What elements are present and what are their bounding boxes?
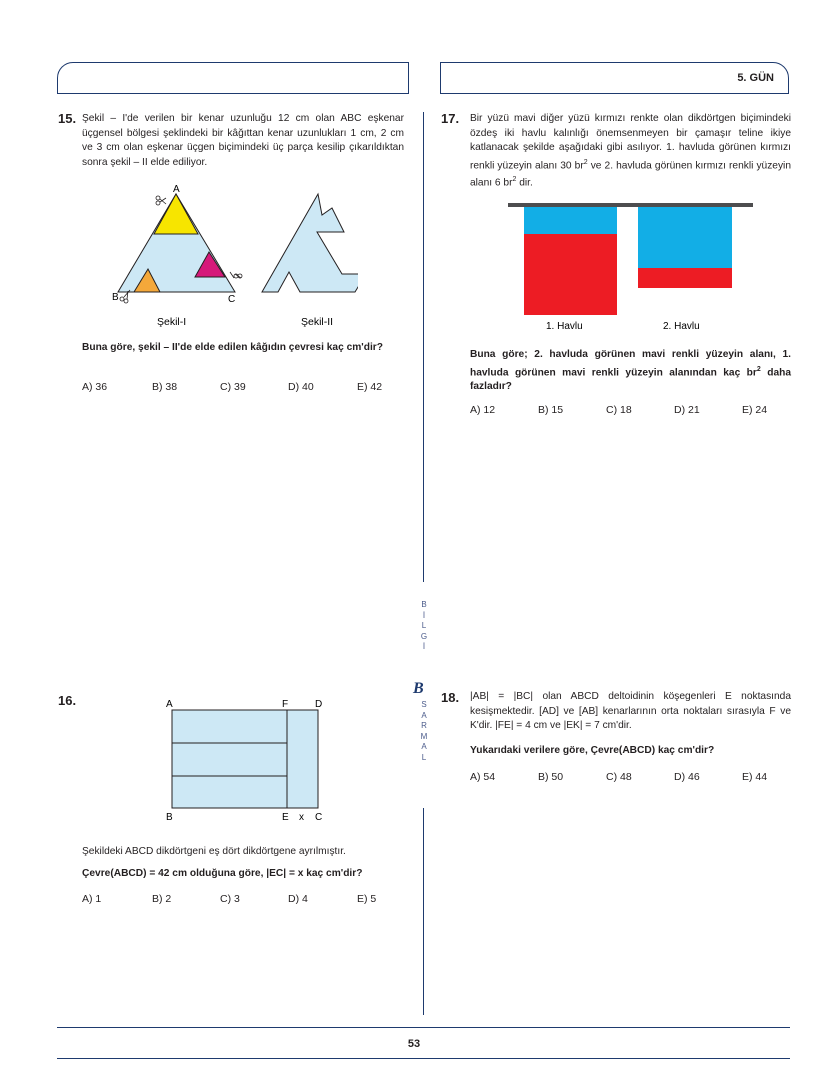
- label-e: E: [282, 812, 289, 823]
- q16-number: 16.: [58, 693, 77, 708]
- q18-question: Yukarıdaki verilere göre, Çevre(ABCD) kaç cm'dir?: [470, 745, 715, 756]
- q15-question: Buna göre, şekil – II'de elde edilen kâğıdın çevresi kaç cm'dir?: [82, 342, 383, 353]
- q15-option-a[interactable]: A) 36: [82, 381, 108, 393]
- q16-text: Şekildeki ABCD dikdörtgeni eş dört dikdörtgene ayrılmıştır.: [82, 846, 346, 857]
- q16-figure: [160, 696, 335, 826]
- q16-option-a[interactable]: A) 1: [82, 893, 102, 905]
- label-x: x: [299, 812, 304, 823]
- label-a: A: [173, 184, 180, 195]
- q15-text: Şekil – I'de verilen bir kenar uzunluğu 12 cm olan ABC eşkenar üçgensel bölgesi şeklindeki bir kâğıttan kenar uzunlukları 1 cm, 2 cm ve 3 cm olan eşkenar üçgen biçimindeki üç parça kesilip çıkarıldıktan sonra şekil – II elde ediliyor.: [82, 113, 404, 168]
- q15-option-e[interactable]: E) 42: [357, 381, 383, 393]
- column-divider-top: [423, 112, 424, 582]
- label-b: B: [166, 812, 173, 823]
- sidebar-brand-text: B İ L G İ: [420, 600, 428, 651]
- q16-option-b[interactable]: B) 2: [152, 893, 172, 905]
- q15-figure: [108, 182, 358, 330]
- towel2-blue: [638, 206, 732, 268]
- column-divider-bottom: [423, 808, 424, 1015]
- brand-logo: B: [413, 680, 424, 697]
- label-d: D: [315, 699, 323, 710]
- q17-options: [470, 404, 791, 418]
- q15-option-b[interactable]: B) 38: [152, 381, 178, 393]
- q18-option-a[interactable]: A) 54: [470, 771, 496, 783]
- label-c: C: [315, 812, 323, 823]
- clothesline: [508, 203, 753, 207]
- towel1-label: 1. Havlu: [546, 321, 583, 332]
- q17-option-e[interactable]: E) 24: [742, 404, 768, 416]
- day-label: 5. GÜN: [737, 72, 774, 84]
- q15-options: [82, 381, 404, 395]
- label-f: F: [282, 699, 289, 710]
- label-c: C: [228, 294, 236, 305]
- q17-text: Bir yüzü mavi diğer yüzü kırmızı renkte olan dikdörtgen biçimindeki özdeş iki havlu kalınlığı önemsenmeyen bir çamaşır teline ikiye katlanacak şekilde aşağıdaki gibi asılıyor. 1. havluda görünen kırmızı renkli yüzeyin alanı 30 $br^2$ ve 2. havluda görünen kırmızı renkli yüzeyin alanı 6 $br^2$ dir.: [470, 113, 791, 189]
- q18-option-e[interactable]: E) 44: [742, 771, 768, 783]
- q16-options: [82, 893, 404, 907]
- q16-question: Çevre(ABCD) = 42 cm olduğuna göre, |EC| = x kaç cm'dir?: [82, 868, 363, 879]
- q16-option-c[interactable]: C) 3: [220, 893, 240, 905]
- towel1-blue: [524, 206, 617, 234]
- caption-fig1: Şekil-I: [157, 316, 187, 328]
- q17-number: 17.: [441, 111, 460, 126]
- q18-number: 18.: [441, 690, 460, 705]
- q17-option-c[interactable]: C) 18: [606, 404, 632, 416]
- page-number: 53: [407, 1038, 421, 1050]
- towel2-red: [638, 268, 732, 288]
- towel1-red: [524, 234, 617, 315]
- q18-text: |AB| = |BC| olan ABCD deltoidinin köşegenleri E noktasında kesişmektedir. [AD] ve [AB] kenarlarının orta noktaları sırasıyla F ve K'dir. |FE| = 4 cm ve |EK| = 7 cm'dir.: [470, 691, 791, 731]
- q15-option-c[interactable]: C) 39: [220, 381, 246, 393]
- header-right-box: [440, 62, 789, 94]
- caption-fig2: Şekil-II: [301, 316, 334, 328]
- q18-option-b[interactable]: B) 50: [538, 771, 564, 783]
- q17-option-a[interactable]: A) 12: [470, 404, 496, 416]
- label-a: A: [166, 699, 173, 710]
- q15-option-d[interactable]: D) 40: [288, 381, 314, 393]
- q17-question: Buna göre; 2. havluda görünen mavi renkli yüzeyin alanı, 1. havluda görünen mavi renkli yüzeyin alanından kaç $br^2$ daha fazladır?: [470, 349, 792, 393]
- q16-option-d[interactable]: D) 4: [288, 893, 308, 905]
- q16-option-e[interactable]: E) 5: [357, 893, 377, 905]
- q17-option-d[interactable]: D) 21: [674, 404, 700, 416]
- q18-option-d[interactable]: D) 46: [674, 771, 700, 783]
- footer-line-bottom: [57, 1058, 790, 1059]
- footer-line-top: [57, 1027, 790, 1028]
- towel2-label: 2. Havlu: [663, 321, 700, 332]
- sidebar-brand-text-lower: S A R M A L: [420, 700, 428, 762]
- q18-option-c[interactable]: C) 48: [606, 771, 632, 783]
- q15-number: 15.: [58, 111, 77, 126]
- header-left-box: [57, 62, 409, 94]
- shape-fig2: [262, 194, 358, 292]
- q17-figure: [500, 198, 760, 338]
- label-b: B: [112, 292, 119, 303]
- q17-option-b[interactable]: B) 15: [538, 404, 564, 416]
- rect-abcd: [172, 710, 318, 808]
- q18-options: [470, 771, 791, 785]
